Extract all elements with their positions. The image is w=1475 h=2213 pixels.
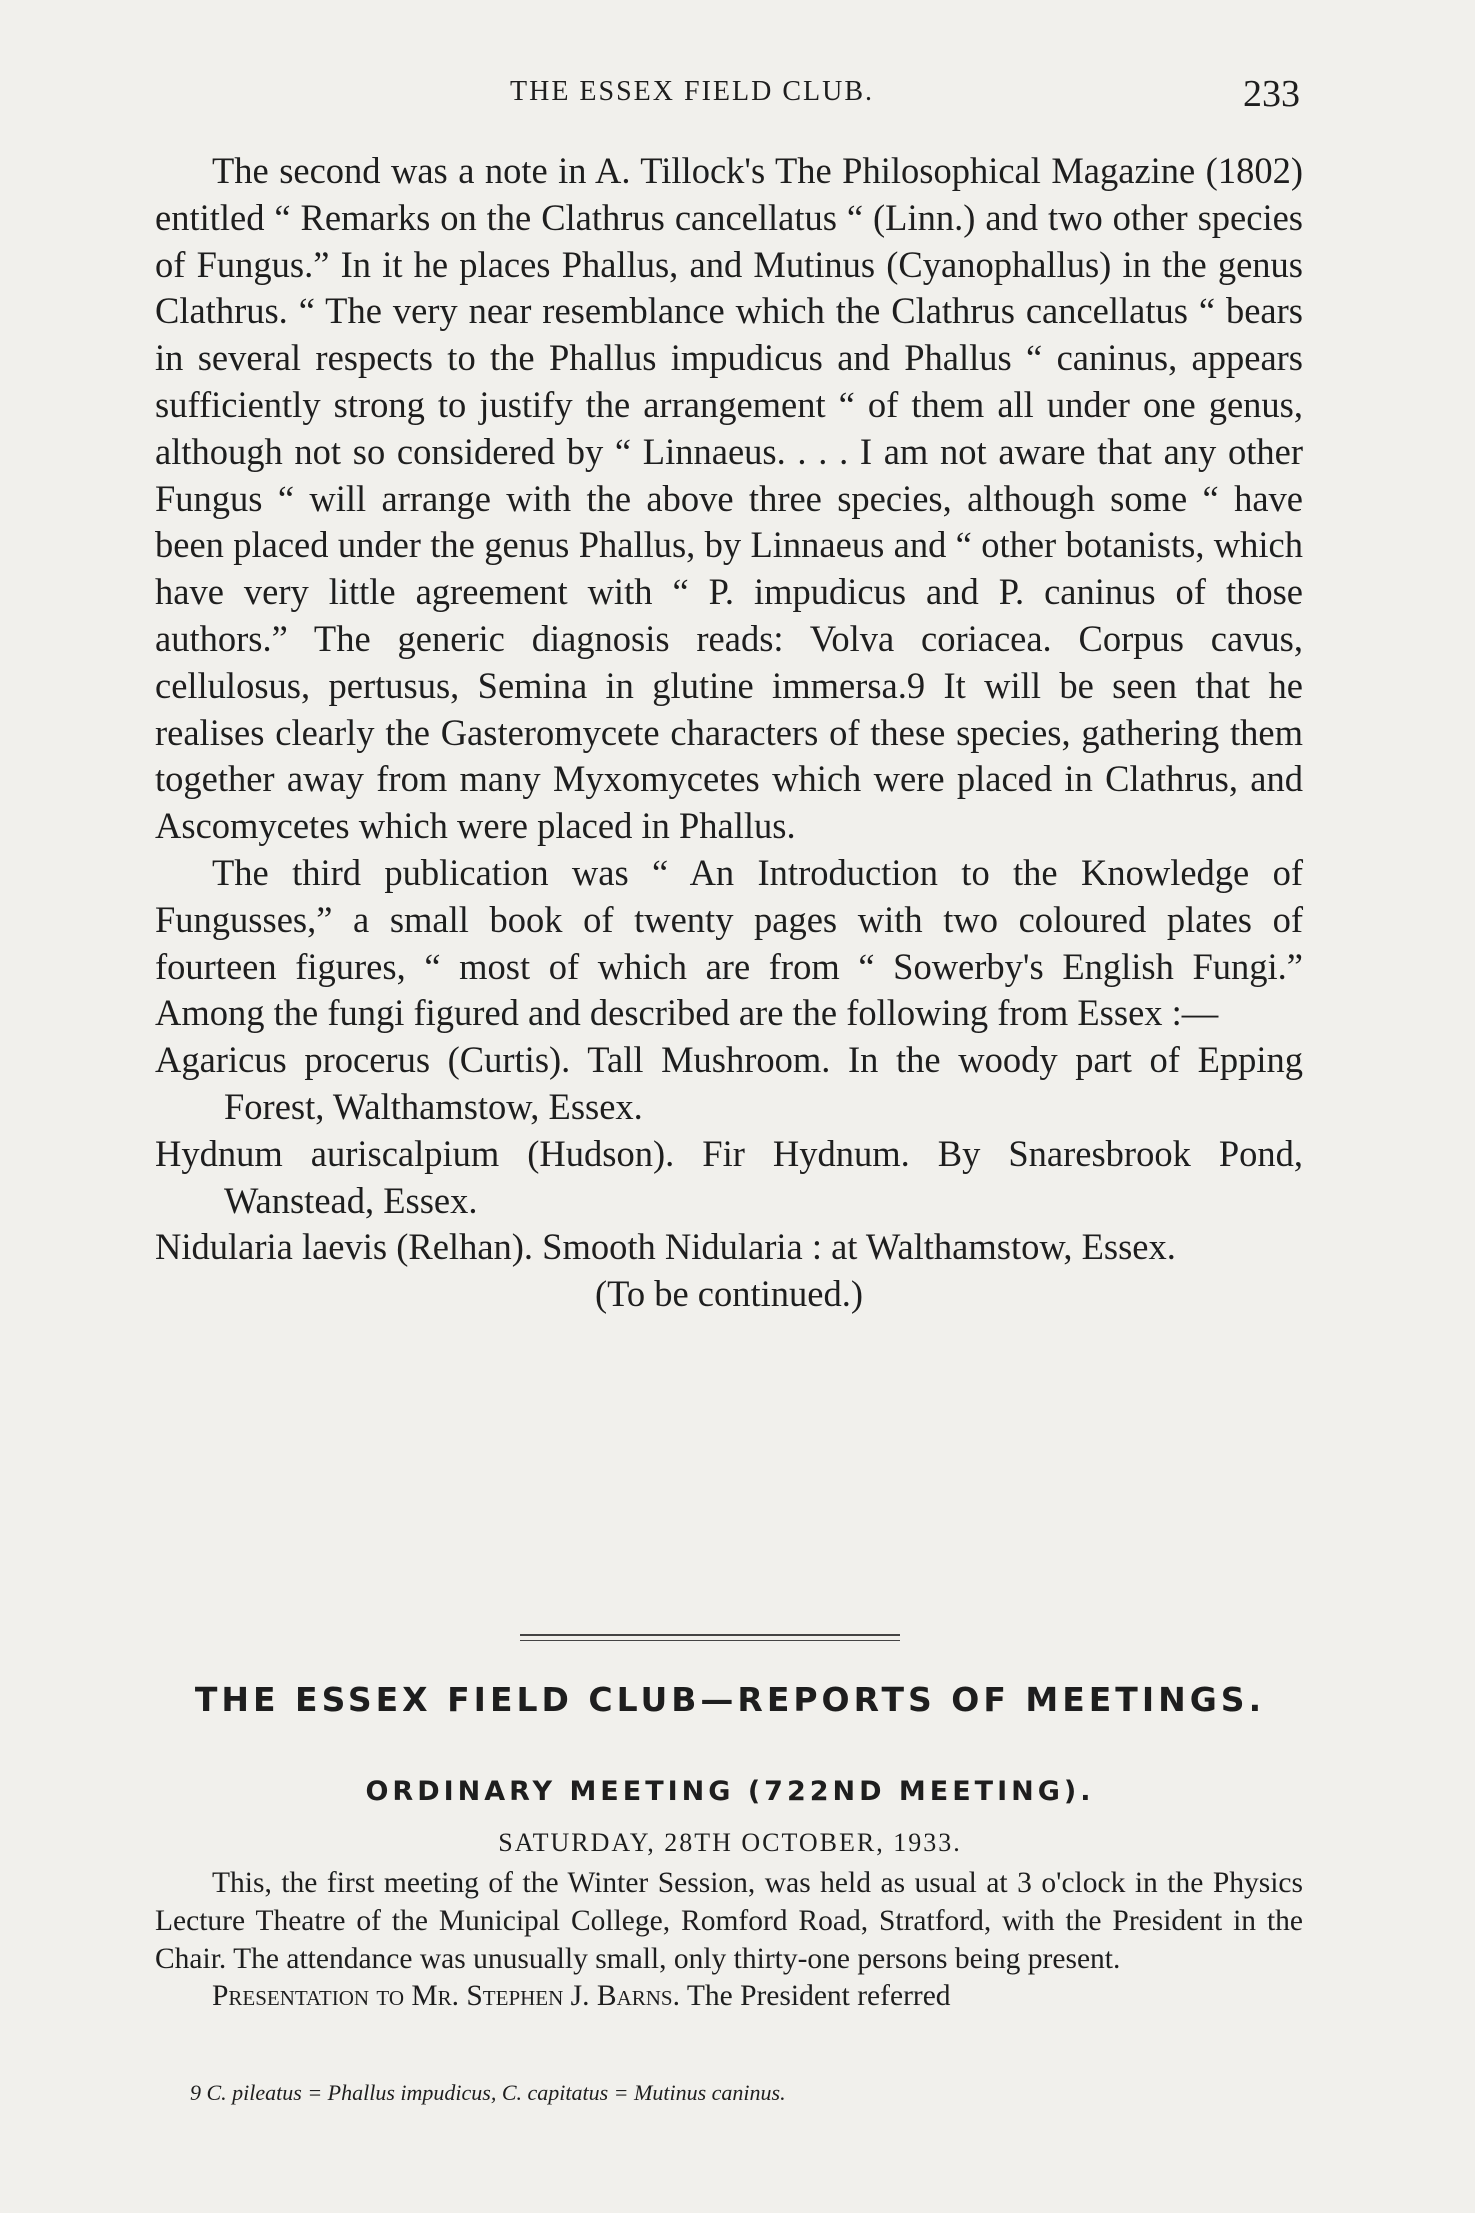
footnote: 9 C. pileatus = Phallus impudicus, C. capitatus = Mutinus caninus. [190,2080,786,2105]
report-paragraph-2-text: The President referred [686,1980,951,2013]
meeting-report [155,1865,1303,2016]
paragraph-1: The second was a note in A. Tillock's The Philosophical Magazine (1802) entitled “ Remarks on the Clathrus cancellatus “ (Linn.) and two other species of Fungus.” In it he places Phallus, and Mutinus (Cyanophallus) in the genus Clathrus. “ The very near resemblance which the Clathrus cancellatus “ bears in several respects to the Phallus impudicus and Phallus “ caninus, appears sufficiently strong to justify the arrangement “ of them all under one genus, although not so considered by “ Linnaeus. . . . I am not aware that any other Fungus “ will arrange with the above three species, although some “ have been placed under the genus Phallus, by Linnaeus and “ other botanists, which have very little agreement with “ P. impudicus and P. caninus of those authors.” The generic diagnosis reads: Volva coriacea. Corpus cavus, cellulosus, pertusus, Semina in glutine immersa.9 It will be seen that he realises clearly the Gasteromycete characters of these species, gathering them together away from many Myxomycetes which were placed in Clathrus, and Ascomycetes which were placed in Phallus. [155,150,1303,847]
example-hydnum: Hydnum auriscalpium (Hudson). Fir Hydnum. By Snaresbrook Pond, Wanstead, Essex. [155,1132,1303,1221]
article-body [155,148,1303,1318]
to-be-continued: (To be continued.) [594,1273,864,1315]
section-heading: THE ESSEX FIELD CLUB—REPORTS OF MEETINGS. [194,1680,1266,1719]
example-agaricus: Agaricus procerus (Curtis). Tall Mushroom. In the woody part of Epping Forest, Walthamstow, Essex. [155,1039,1303,1127]
example-nidularia: Nidularia laevis (Relhan). Smooth Nidularia : at Walthamstow, Essex. [155,1226,1176,1268]
presentation-lead: Presentation to Mr. Stephen J. Barns. [212,1980,680,2013]
report-paragraph-1: This, the first meeting of the Winter Session, was held as usual at 3 o'clock in the Physics Lecture Theatre of the Municipal College, Romford Road, Stratford, with the President in the Chair. The attendance was unusually small, only thirty-one persons being present. [155,1867,1303,1975]
report-paragraph-2 [155,1978,1303,2016]
meeting-date: SATURDAY, 28TH OCTOBER, 1933. [498,1828,962,1857]
section-divider [520,1634,900,1645]
page-number: 233 [1243,73,1300,115]
paragraph-2: The third publication was “ An Introduction to the Knowledge of Fungusses,” a small book of twenty pages with two coloured plates of fourteen figures, “ most of which are from “ Sowerby's English Fungi.” Among the fungi figured and described are the following from Essex :— [155,851,1303,1034]
running-head [0,73,1475,116]
meeting-subheading: ORDINARY MEETING (722ND MEETING). [365,1776,1095,1807]
running-title: THE ESSEX FIELD CLUB. [510,76,874,107]
